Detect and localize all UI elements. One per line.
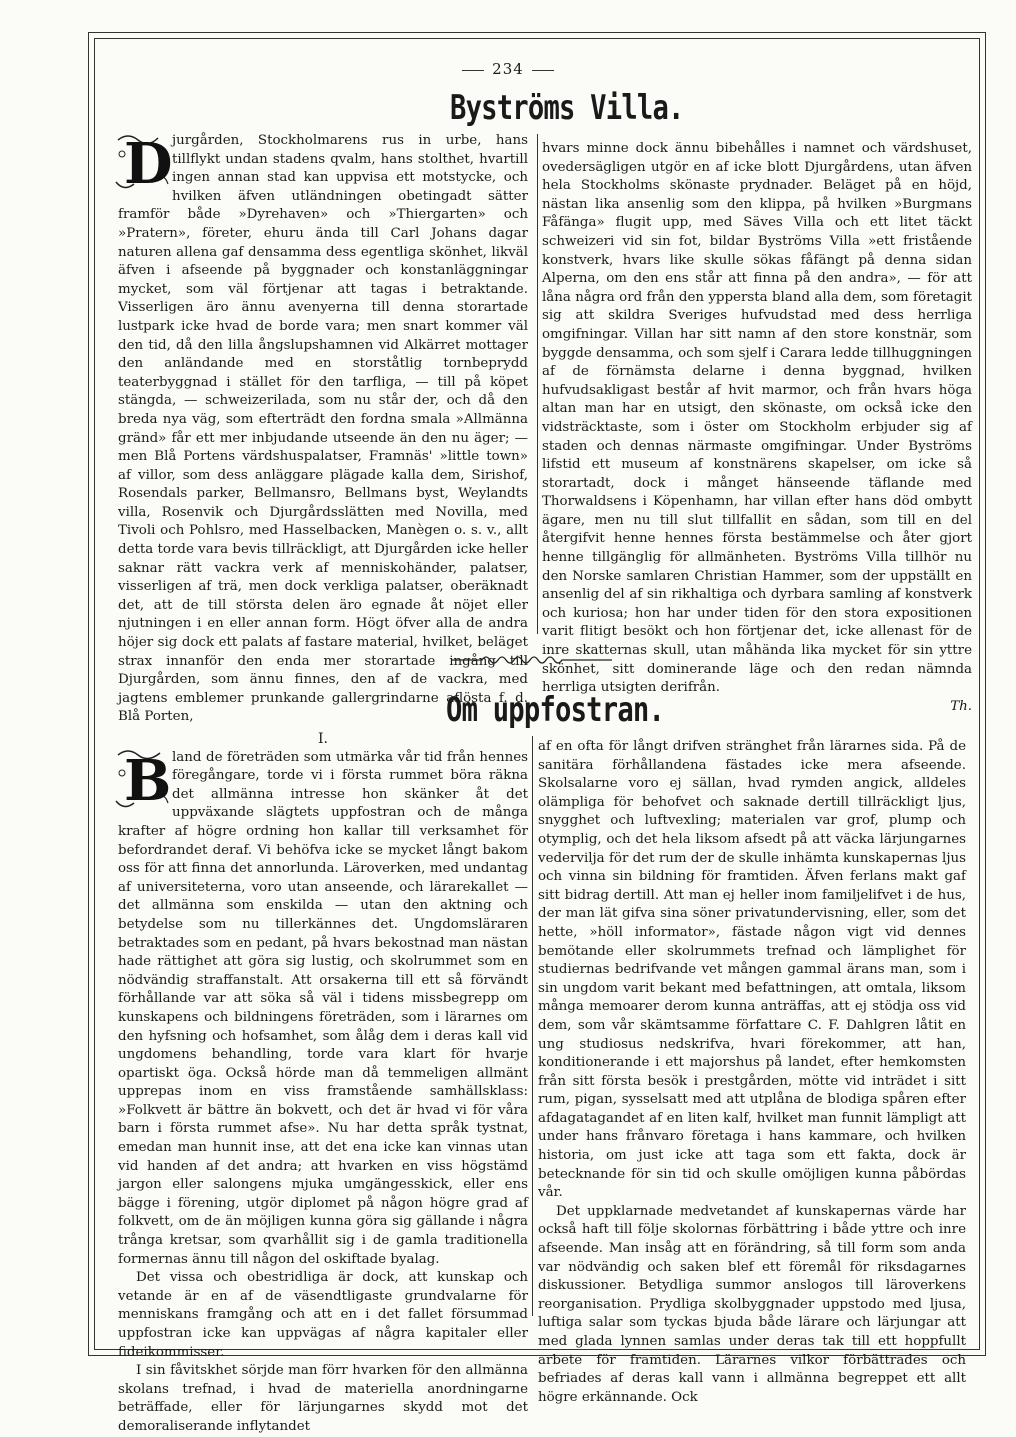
- dropcap-ornament: [114, 131, 173, 198]
- article2-column-left: [118, 730, 528, 1437]
- article2-column-right: [538, 738, 966, 1407]
- article1-column-right: [542, 140, 972, 716]
- column-rule: [532, 736, 533, 1316]
- paragraph: land de företräden som utmärka vår tid från hennes föregångare, torde vi i första rummet böra räkna det allmänna intresse hon skänker åt det uppväxande slägtets uppfostran och de många krafter af högre ordning hon kallar till verksamhet för befordrandet deraf. Vi behöfva icke se mycket långt bakom oss för att finna det annorlunda. Läroverken, med undantag af universiteterna, voro utan anseende, och lärarekallet — det allmänna som enskilda — utan den aktning och betydelse som nu tillerkännes det. Ungdomsläraren betraktades som en pedant, på hvars bekostnad man nästan hade rättighet att göra sig lustig, och skolrummet som en nödvändig straffanstalt. Att orsakerna till ett så förvändt förhållande var att söka så väl i tidens missbegrepp om kunskapens och bildningens företräden, som i lärarnes om den hyfsning och hofsamhet, som ålåg dem i deras kall vid ungdomens behandling, torde vara klart för hvarje opartiskt öga. Också hörde man då temmeligen allmänt upprepas inom en viss framstående samhällsklass: »Folkvett är bättre än bokvett, och det är hvad vi för våra barn i första rummet afse». Nu har detta språk tystnat, emedan man hunnit inse, att det ena icke kan vinnas utan vid handen af det andra; att hvarken en viss högstämd jargon eller salongens mjuka umgängesskick, eller ens bägge i förening, utgör diplomet på någon högre grad af folkvett, om de än möjligen kunna göra sig gällande i några trånga kretsar, som qvarhållit sig i de gamla traditionella formernas ännu till någon del oskiftade byalag.: [118, 749, 528, 1267]
- dropcap-letter: D: [124, 131, 173, 197]
- paragraph: af en ofta för långt drifven stränghet från lärarnes sida. På de sanitära förhållandena fästades icke mera afseende. Skolsalarne voro ej sällan, hvad rymden angick, alldeles olämpliga för behofvet och saknade dertill tillräckligt ljus, snygghet och luftvexling; materialen var grof, plump och otymplig, och det hela liksom afsedt på att väcka lärjungarnes vedervilja för det rum der de skulle inhämta kunskapernas ljus och vinna sin bildning för framtiden. Äfven ferlans makt gaf sitt bidrag dertill. Att man ej heller inom familjelifvet i de hus, der man lät gifva sina söner privatundervisning, eller, som det hette, »höll informator», fästade någon vigt vid dennes bemötande eller skolrummets trefnad och lämplighet för studiernas bedrifvande vet mången gammal ärans man, som i sin ungdom varit bekant med befattningen, att omtala, liksom många memoarer derom kunna anträffas, att ej stödja oss vid dem, som vår skämtsamme författare C. F. Dahlgren låtit en ung studiosus nedskrifva, hvari förekommer, att han, konditionerande i ett majorshus på landet, efter hemkomsten från sitt första besök i prestgården, mötte vid inträdet i sitt rum, pigan, sysselsatt med att utplåna de blodiga spåren efter afdagatagandet af en liten kalf, hvilket man funnit lämpligt att under hans frånvaro företaga i hans kammare, och hvilken historia, om just icke att taga som ett fakta, dock är betecknande för sin tid och skulle omöjligen kunna påbördas vår.: [538, 739, 966, 1201]
- section-number: I.: [318, 731, 328, 747]
- section-divider-flourish: [452, 652, 612, 668]
- signature: Th.: [950, 698, 972, 714]
- page-number-header: [0, 60, 1016, 78]
- paragraph: I sin fåvitskhet sörjde man förr hvarken för den allmänna skolans trefnad, i hvad de materiella anordningarne beträffade, eller för lärjungarnes skydd mot det demoraliserande inflytandet: [118, 1363, 528, 1434]
- paragraph: Det uppklarnade medvetandet af kunskapernas värde har också haft till följe skolornas förbättring i både yttre och inre afseende. Man insåg att en förändring, så till form som anda var nödvändig och saken blef ett föremål för riksdagarnes diskussioner. Betydliga summor anslogos till läroverkens reorganisation. Prydliga skolbyggnader uppstodo med ljusa, luftiga salar som tyckas bjuda både lärare och lärjungar att med glada lynnen samlas under deras tak till ett hoppfullt arbete för framtiden. Lärarnes vilkor förbättrades och befriades af deras kall vann i allmänna begreppet ett allt högre erkännande. Ock: [538, 1203, 966, 1405]
- paragraph: jurgården, Stockholmarens rus in urbe, hans tillflykt undan stadens qvalm, hans stolthet, hvartill ingen annan stad kan uppvisa ett motstycke, och hvilken äfven utländningen obetingadt sätter framför både »Dyrehaven» och »Thiergarten» och »Pratern», företer, ehuru ända till Carl Johans dagar naturen allena gaf densamma dess egentliga skönhet, likväl äfven i afseende på byggnader och konstanläggningar mycket, som väl förtjenar att tagas i betraktande. Visserligen äro ännu avenyerna till denna storartade lustpark icke hvad de borde vara; men snart kommer väl den tid, då den lilla ångslupshamnen vid Alkärret mottager den anländande med en storståtlig tornbeprydd teaterbyggnad i stället för den tarfliga, — till på köpet stängda, — schweizerilada, som nu står der, och då den breda nya väg, som efterträdt den fordna smala »Allmänna gränd» får ett mer inbjudande utseende än den nu äger; — men Blå Portens värdshuspalatser, Framnäs' »little town» af villor, som dess anläggare plägade kalla dem, Sirishof, Rosendals parker, Bellmansro, Bellmans byst, Weylandts villa, Rosenvik och Djurgårdsslätten med Novilla, med Tivoli och Pohlsro, med Hasselbacken, Manègen o. s. v., allt detta torde vara bevis tillräckligt, att Djurgården icke heller saknar rätt vackra verk af menniskohänder, palatser, visserligen af trä, men dock verkliga palatser, oberäknadt det, att de till största delen äro egnade åt nöjet eller njutningen i en eller annan form. Högt öfver alla de andra höjer sig dock ett palats af fastare material, hvilket, beläget strax innanför den enda mer storartade ingång till Djurgården, som ännu finnes, den af de vackra, med jagtens emblemer prunkande gallergrindarne aflösta f. d. Blå Porten,: [118, 133, 528, 725]
- article-title: Om uppfostran.: [446, 690, 665, 730]
- dropcap-ornament: [114, 747, 172, 815]
- article-title: Byströms Villa.: [450, 88, 684, 128]
- paragraph: Det vissa och obestridliga är dock, att kunskap och vetande är en af de väsendtligaste grundvalarne för menniskans framgång och att en i det fallet försummad uppfostran icke kan uppvägas af några kapitaler eller fideikommisser.: [118, 1270, 528, 1360]
- paragraph: hvars minne dock ännu bibehålles i namnet och värdshuset, ovedersägligen utgör en af icke blott Djurgårdens, utan äfven hela Stockholms skönaste prydnader. Beläget på en höjd, nästan lika ansenlig som den klippa, på hvilken »Burgmans Fåfänga» flugit upp, med Säves Villa och ett litet täckt schweizeri vid sin fot, bildar Byströms Villa »ett fristående konstverk, hvars like skulle sökas fåfängt på denna sidan Alperna, om den ens står att finna på den andra», — för att låna några ord från den yppersta bland alla dem, som företagit sig att skildra Sveriges hufvudstad med dess herrliga omgifningar. Villan har sitt namn af den store konstnär, som byggde densamma, och som sjelf i Carara ledde tillhuggningen af de förnämsta delarne i denna byggnad, hvilken hufvudsakligast består af hvit marmor, och från hvars höga altan man har en utsigt, den skönaste, om också icke den vidsträcktaste, som i öster om Stockholm erbjuder sig af staden och dennas närmaste omgifningar. Under Byströms lifstid ett museum af konstnärens skapelser, om icke så storartadt, dock i månget hänseende täflande med Thorwaldsens i Köpenhamn, har villan efter hans död ombytt ägare, men nu till slut tillfallit en sådan, som till en del återgifvit henne hennes första bestämmelse och åter gjort henne tillgänglig för allmänheten. Byströms Villa tillhör nu den Norske samlaren Christian Hammer, som der uppställt en ansenlig del af sin rikhaltiga och dyrbara samling af konstverk och kuriosa; hon har under tiden för den stora expositionen varit flitigt besökt och hon förtjenar det, icke allenast för de inre skatternas skull, utan måhända lika mycket för sin yttre skönhet, sitt dominerande läge och den redan nämnda herrliga utsigten derifrån.: [542, 141, 972, 696]
- dropcap-letter: B: [124, 747, 172, 814]
- page-number: 234: [492, 60, 524, 78]
- article1-column-left: [118, 132, 528, 727]
- column-rule: [537, 134, 538, 634]
